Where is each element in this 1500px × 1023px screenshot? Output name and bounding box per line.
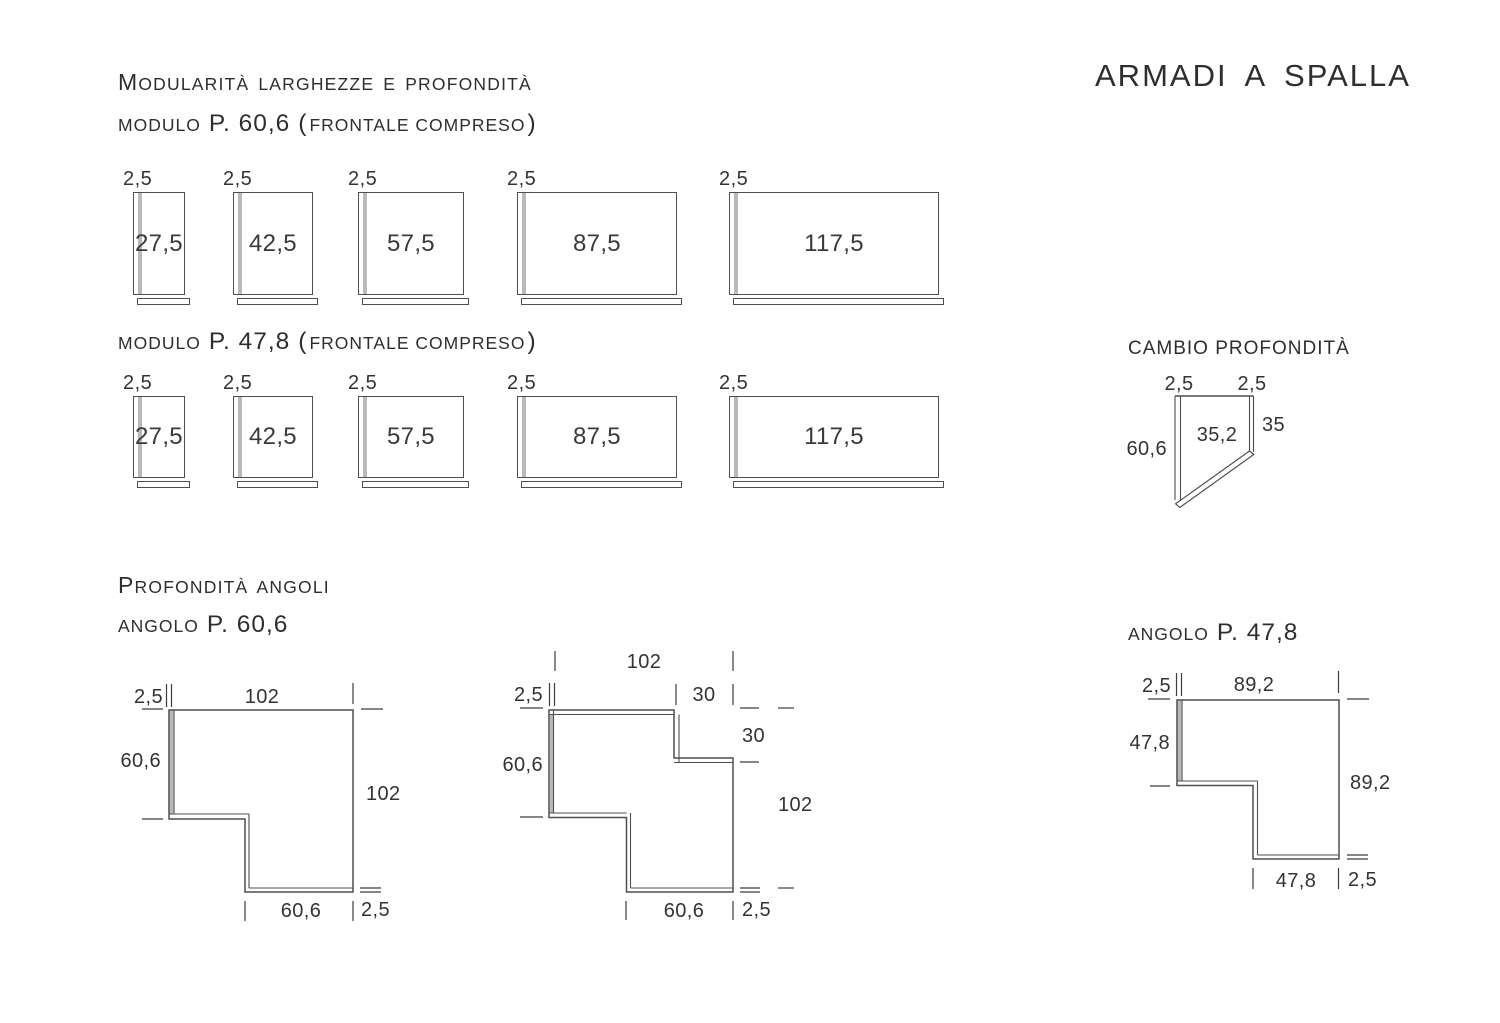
panel-thickness-label: 2,5 bbox=[719, 168, 749, 190]
module-base-bar bbox=[137, 298, 190, 305]
module-base-bar bbox=[521, 298, 682, 305]
dim-width-top: 102 bbox=[626, 651, 662, 673]
angolo-606-heading bbox=[118, 613, 288, 638]
cambio-heading: CAMBIO PROFONDITÀ bbox=[1128, 338, 1350, 359]
angolo-606-label: ANGOLO bbox=[118, 616, 199, 636]
module-606-value: P. 60,6 bbox=[208, 110, 291, 137]
module-width-value: 117,5 bbox=[804, 423, 864, 450]
module-606-note: FRONTALE COMPRESO bbox=[309, 115, 526, 135]
dim-height-right: 102 bbox=[366, 783, 401, 805]
panel-thickness-label: 2,5 bbox=[223, 372, 253, 394]
close-paren: ) bbox=[527, 328, 537, 355]
dim-thickness-bottom: 2,5 bbox=[361, 899, 391, 921]
side-panel-strip bbox=[170, 711, 174, 814]
module-box-p478-1 bbox=[123, 372, 185, 478]
dim-thickness-top: 2,5 bbox=[133, 686, 163, 708]
module-606-label: MODULO bbox=[118, 115, 201, 135]
module-width-value: 87,5 bbox=[573, 229, 621, 257]
module-box-p478-5 bbox=[719, 372, 939, 478]
heading-initial: M bbox=[118, 69, 139, 95]
dim-width-bottom: 60,6 bbox=[663, 900, 705, 922]
corner-diagram-606-b bbox=[502, 643, 817, 927]
module-box-p606-3 bbox=[348, 168, 464, 295]
dim-step-top: 30 bbox=[692, 684, 716, 706]
module-base-bar bbox=[733, 481, 944, 488]
module-box-p606-5 bbox=[719, 168, 939, 295]
heading-rest: ROFONDITÀ ANGOLI bbox=[134, 577, 330, 597]
dim-depth-left: 60,6 bbox=[1126, 438, 1167, 460]
module-606-heading bbox=[118, 112, 537, 137]
corner-outline bbox=[549, 710, 733, 892]
panel-thickness-label: 2,5 bbox=[348, 168, 378, 190]
dim-thickness-bottom: 2,5 bbox=[1348, 869, 1378, 891]
dim-thickness-right: 2,5 bbox=[1237, 373, 1267, 395]
module-478-heading bbox=[118, 330, 537, 355]
dim-thickness-left: 2,5 bbox=[1164, 373, 1194, 395]
section-heading-angoli bbox=[118, 574, 330, 597]
panel-thickness-label: 2,5 bbox=[507, 168, 537, 190]
dim-height-right: 89,2 bbox=[1350, 772, 1391, 794]
dim-width-bottom: 60,6 bbox=[280, 900, 322, 922]
side-panel-strip bbox=[1178, 701, 1182, 781]
side-panel-strip bbox=[550, 715, 553, 814]
corner-outline bbox=[1177, 700, 1339, 859]
panel-thickness-label: 2,5 bbox=[123, 372, 153, 394]
dim-depth-right: 35 bbox=[1262, 414, 1286, 436]
dim-thickness-top: 2,5 bbox=[1141, 675, 1171, 697]
dimension-marks bbox=[142, 683, 383, 921]
module-box-p606-2 bbox=[223, 168, 313, 295]
module-base-bar bbox=[733, 298, 944, 305]
module-base-bar bbox=[237, 298, 318, 305]
panel-thickness-label: 2,5 bbox=[719, 372, 749, 394]
module-478-note: FRONTALE COMPRESO bbox=[309, 333, 526, 353]
dim-depth-left: 47,8 bbox=[1129, 732, 1170, 754]
cambio-profondita-diagram bbox=[1125, 365, 1310, 515]
module-width-value: 42,5 bbox=[249, 229, 297, 257]
module-box-p606-4 bbox=[507, 168, 677, 295]
module-base-bar bbox=[521, 481, 682, 488]
open-paren: ( bbox=[298, 110, 308, 137]
module-width-value: 87,5 bbox=[573, 423, 621, 450]
panel-thickness-label: 2,5 bbox=[507, 372, 537, 394]
diagonal-panel bbox=[1176, 451, 1254, 508]
close-paren: ) bbox=[527, 110, 537, 137]
panel-thickness-label: 2,5 bbox=[223, 168, 253, 190]
heading-rest: ODULARITÀ LARGHEZZE E PROFONDITÀ bbox=[138, 74, 532, 94]
module-width-value: 117,5 bbox=[804, 229, 864, 257]
open-paren: ( bbox=[298, 328, 308, 355]
module-box-p478-3 bbox=[348, 372, 464, 478]
module-478-value: P. 47,8 bbox=[208, 328, 291, 355]
module-box-p478-4 bbox=[507, 372, 677, 478]
module-width-value: 57,5 bbox=[387, 229, 435, 257]
dim-depth-left: 60,6 bbox=[502, 754, 543, 776]
corner-diagram-478 bbox=[1125, 658, 1397, 894]
dim-width-top: 89,2 bbox=[1233, 674, 1275, 696]
dim-thickness-top: 2,5 bbox=[513, 684, 543, 706]
module-width-value: 27,5 bbox=[135, 423, 183, 450]
cambio-outline bbox=[1175, 396, 1254, 508]
dim-width-bottom: 47,8 bbox=[1275, 870, 1317, 892]
angolo-606-value: P. 60,6 bbox=[206, 611, 289, 638]
module-width-value: 57,5 bbox=[387, 423, 435, 450]
dim-depth-left: 60,6 bbox=[120, 750, 161, 772]
module-box-p478-2 bbox=[223, 372, 313, 478]
panel-thickness-label: 2,5 bbox=[123, 168, 153, 190]
section-heading-modularity bbox=[118, 71, 532, 94]
module-width-value: 42,5 bbox=[249, 423, 297, 450]
cambio-dimensions bbox=[1126, 373, 1285, 460]
angolo-478-value: P. 47,8 bbox=[1216, 619, 1299, 646]
panel-thickness-label: 2,5 bbox=[348, 372, 378, 394]
angolo-478-label: ANGOLO bbox=[1128, 624, 1209, 644]
corner-diagram-606-a bbox=[115, 672, 407, 928]
dim-thickness-bottom: 2,5 bbox=[742, 899, 772, 921]
dim-width-inner: 35,2 bbox=[1196, 424, 1238, 446]
dim-step-right: 30 bbox=[742, 725, 766, 747]
module-base-bar bbox=[362, 298, 469, 305]
dim-width-top: 102 bbox=[244, 686, 280, 708]
corner-dimensions bbox=[120, 686, 400, 922]
module-base-bar bbox=[362, 481, 469, 488]
module-base-bar bbox=[237, 481, 318, 488]
dimension-marks bbox=[520, 651, 794, 920]
page-title: ARMADI A SPALLA bbox=[1095, 58, 1411, 93]
module-width-value: 27,5 bbox=[135, 229, 183, 257]
heading-initial: P bbox=[118, 572, 135, 598]
module-478-label: MODULO bbox=[118, 333, 201, 353]
corner-outline bbox=[169, 710, 353, 892]
module-box-p606-1 bbox=[123, 168, 185, 295]
module-base-bar bbox=[137, 481, 190, 488]
dim-height-right: 102 bbox=[778, 794, 813, 816]
angolo-478-heading bbox=[1128, 621, 1298, 646]
